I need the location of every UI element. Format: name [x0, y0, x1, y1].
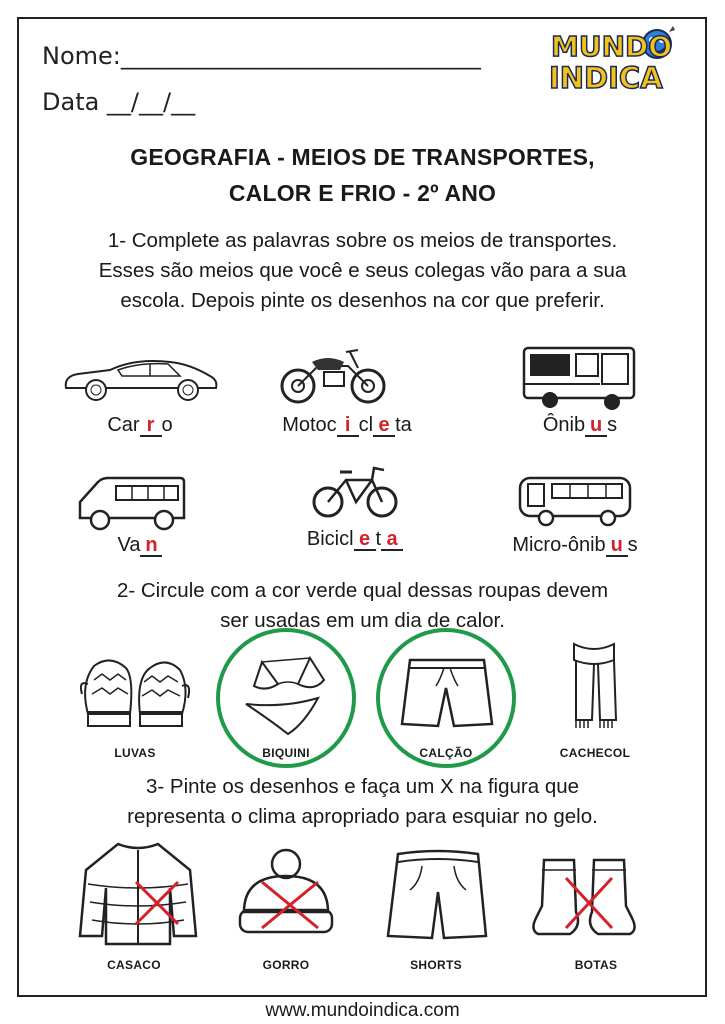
answer-blank[interactable]: r [140, 415, 162, 437]
answer-blank[interactable]: e [373, 415, 395, 437]
bicycle-icon [312, 462, 398, 520]
answer-blank[interactable]: e [354, 529, 376, 551]
svg-text:MUNDO: MUNDO [551, 30, 673, 63]
x-mark [262, 882, 318, 928]
word-onibus: Ônib u s [542, 414, 618, 436]
q3-line-2: representa o clima apropriado para esquiar no gelo. [127, 805, 598, 828]
label-cachecol: CACHECOL [559, 746, 631, 760]
shorts-icon [382, 846, 492, 946]
date-field[interactable]: Data __/__/__ [42, 88, 196, 116]
label-botas: BOTAS [574, 958, 618, 972]
q1-line-1: 1- Complete as palavras sobre os meios de transportes. [107, 229, 618, 252]
label-gorro: GORRO [262, 958, 310, 972]
q1-line-2: Esses são meios que você e seus colegas vão para a sua [98, 259, 627, 282]
word-micro-onibus: Micro-ônib u s [512, 534, 638, 556]
answer-blank[interactable]: n [140, 535, 162, 557]
shorts-swim-icon [374, 634, 518, 764]
jacket-icon [78, 840, 198, 950]
word-motocicleta: Motoc i cl e ta [282, 414, 412, 436]
van-icon [76, 474, 188, 534]
bikini-icon [214, 634, 358, 764]
answer-blank[interactable]: u [585, 415, 607, 437]
answer-blank[interactable]: a [381, 529, 403, 551]
word-carro: Car r o [107, 414, 173, 436]
car-icon [60, 354, 220, 404]
logo [545, 26, 695, 96]
answer-blank[interactable]: i [337, 415, 359, 437]
label-calcao: CALÇÃO [419, 746, 473, 760]
answer-blank[interactable]: u [606, 535, 628, 557]
title-line-1: GEOGRAFIA - MEIOS DE TRANSPORTES, [130, 144, 595, 170]
label-casaco: CASACO [107, 958, 161, 972]
q2-line-2: ser usadas em um dia de calor. [220, 609, 505, 632]
word-bicicleta: Bicicl e t a [290, 528, 420, 551]
beanie-icon [236, 846, 336, 946]
q1-line-3: escola. Depois pinte os desenhos na cor que preferir. [120, 289, 605, 312]
label-shorts: SHORTS [410, 958, 462, 972]
scarf-icon [560, 640, 630, 732]
title-line-2: CALOR E FRIO - 2º ANO [228, 180, 497, 206]
bus-icon [520, 344, 640, 412]
boots-icon [530, 850, 640, 946]
svg-text:INDICA: INDICA [549, 61, 663, 95]
q2-line-1: 2- Circule com a cor verde qual dessas roupas devem [116, 579, 609, 602]
word-van: Va n [90, 534, 190, 557]
label-luvas: LUVAS [114, 746, 156, 760]
minibus-icon [516, 474, 634, 526]
logo-graphic [545, 26, 695, 96]
q3-line-1: 3- Pinte os desenhos e faça um X na figura que [145, 775, 580, 798]
motorcycle-icon [278, 342, 388, 404]
label-biquini: BIQUINI [262, 746, 310, 760]
footer-url[interactable]: www.mundoindica.com [265, 1000, 460, 1021]
gloves-icon [80, 654, 190, 734]
name-field[interactable]: Nome:______________________________ [42, 42, 481, 70]
